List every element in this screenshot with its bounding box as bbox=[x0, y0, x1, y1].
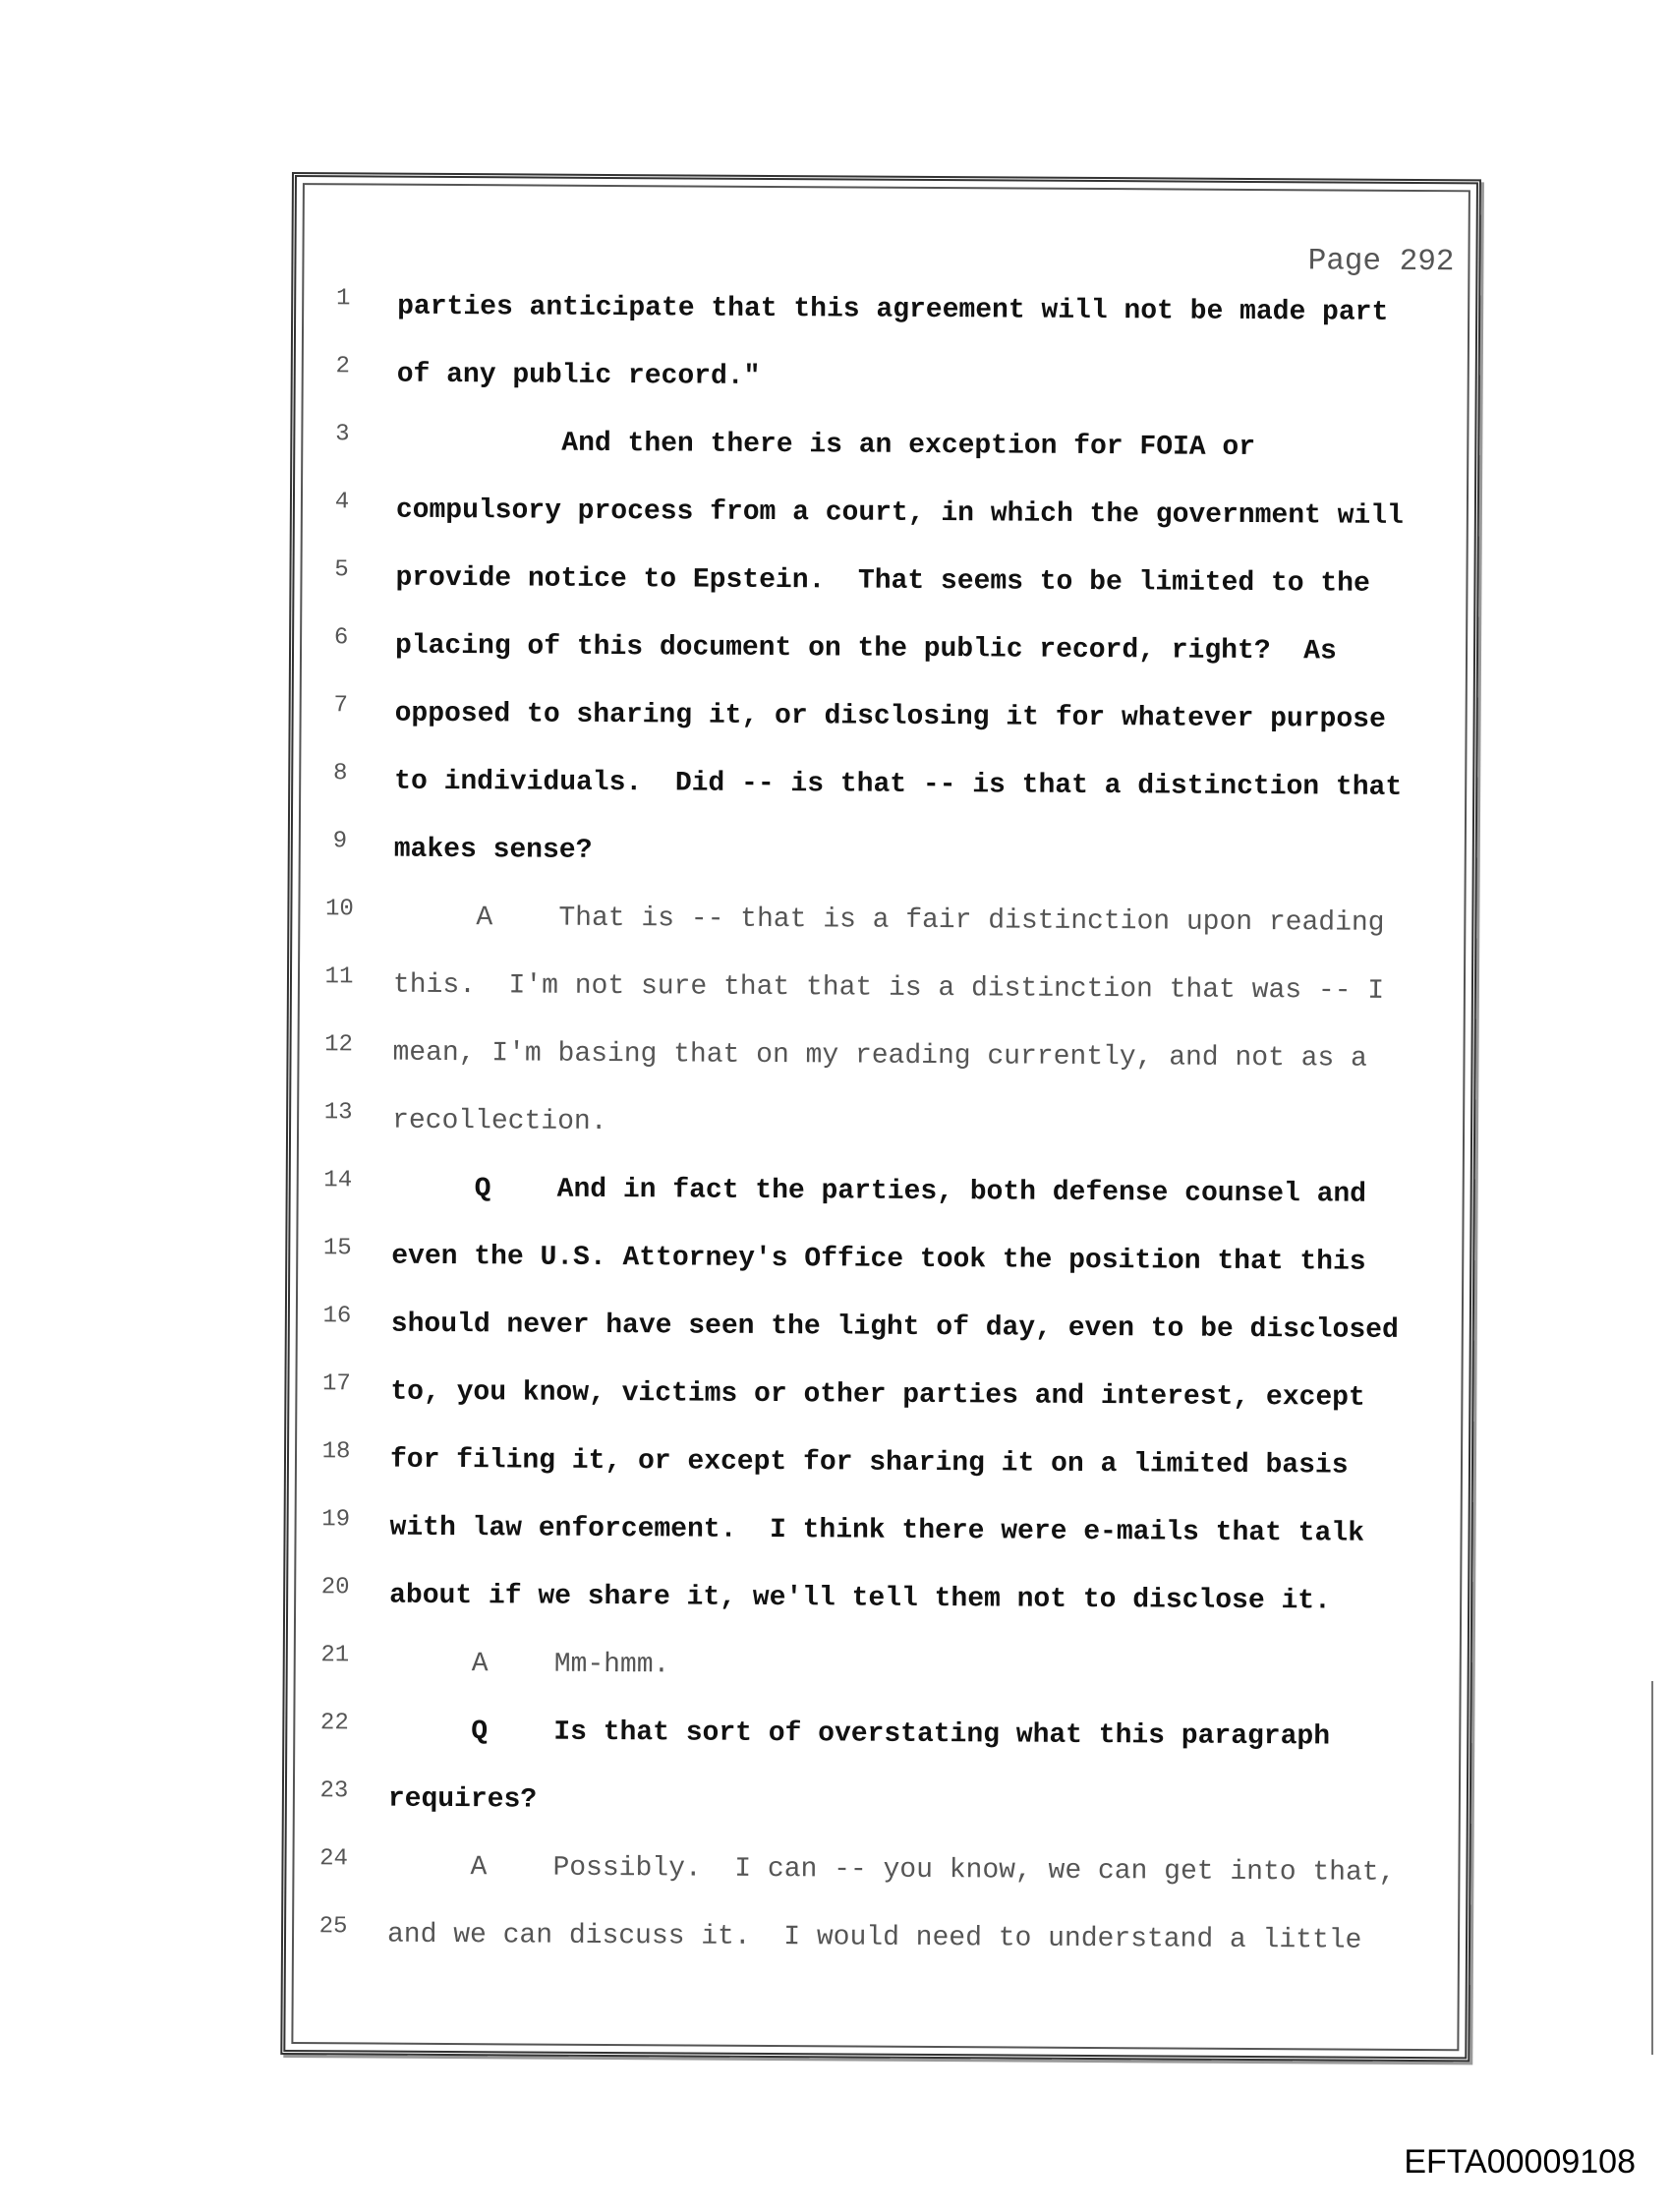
transcript-line bbox=[286, 1913, 1466, 1988]
line-text: with law enforcement. I think there were e-mails that talk bbox=[389, 1512, 1365, 1549]
line-number: 21 bbox=[320, 1642, 350, 1669]
transcript-line bbox=[287, 1710, 1467, 1784]
line-number: 11 bbox=[324, 963, 354, 991]
transcript-line bbox=[296, 285, 1475, 360]
transcript-page-frame bbox=[280, 172, 1481, 2062]
transcript-line bbox=[290, 1167, 1469, 1242]
transcript-line bbox=[289, 1438, 1469, 1513]
line-text: makes sense? bbox=[393, 834, 593, 866]
line-number: 22 bbox=[319, 1710, 349, 1737]
line-number: 9 bbox=[332, 828, 348, 855]
line-number: 16 bbox=[322, 1303, 352, 1330]
transcript-line bbox=[290, 1235, 1469, 1310]
line-text: And then there is an exception for FOIA or bbox=[396, 427, 1256, 463]
transcript-line bbox=[287, 1642, 1467, 1717]
line-text: A Mm-hmm. bbox=[388, 1648, 670, 1681]
line-number: 24 bbox=[319, 1845, 349, 1873]
line-number: 14 bbox=[323, 1167, 353, 1194]
transcript-line bbox=[293, 692, 1472, 767]
line-text: opposed to sharing it, or disclosing it for whatever purpose bbox=[394, 698, 1386, 735]
bates-stamp: EFTA00009108 bbox=[1404, 2143, 1636, 2181]
line-number: 3 bbox=[335, 421, 350, 448]
transcript-line bbox=[294, 624, 1473, 699]
line-number: 23 bbox=[319, 1777, 349, 1805]
line-text: Q Is that sort of overstating what this paragraph bbox=[388, 1716, 1331, 1753]
line-number: 2 bbox=[335, 353, 351, 380]
line-text: A That is -- that is a fair distinction upon reading bbox=[393, 902, 1385, 939]
line-number: 19 bbox=[321, 1506, 351, 1534]
line-number: 1 bbox=[335, 285, 351, 313]
page-number: Page 292 bbox=[1307, 244, 1455, 280]
line-text: to individuals. Did -- is that -- is that a distinction that bbox=[394, 766, 1403, 803]
line-text: this. I'm not sure that that is a distinction that was -- I bbox=[392, 969, 1385, 1007]
transcript-line bbox=[295, 489, 1474, 563]
line-text: provide notice to Epstein. That seems to be limited to the bbox=[395, 562, 1370, 600]
transcript-line bbox=[289, 1370, 1469, 1445]
line-number: 12 bbox=[324, 1031, 354, 1059]
transcript-line bbox=[294, 556, 1473, 631]
line-number: 6 bbox=[333, 624, 349, 652]
line-number: 15 bbox=[322, 1235, 352, 1262]
line-text: even the U.S. Attorney's Office took the position that this bbox=[391, 1241, 1366, 1278]
line-number: 7 bbox=[333, 692, 348, 720]
line-number: 18 bbox=[321, 1438, 351, 1466]
line-number: 17 bbox=[321, 1370, 351, 1398]
line-text: compulsory process from a court, in which the government will bbox=[395, 495, 1404, 532]
line-number: 4 bbox=[334, 489, 350, 516]
line-text: and we can discuss it. I would need to understand a little bbox=[386, 1919, 1362, 1956]
line-number: 8 bbox=[332, 760, 348, 787]
line-text: Q And in fact the parties, both defense counsel and bbox=[391, 1173, 1367, 1210]
line-text: parties anticipate that this agreement will not be made part bbox=[397, 291, 1389, 328]
transcript-line bbox=[295, 421, 1474, 495]
line-text: should never have seen the light of day, even to be disclosed bbox=[390, 1309, 1399, 1346]
transcript-line bbox=[295, 353, 1474, 428]
line-text: mean, I'm basing that on my reading currently, and not as a bbox=[392, 1037, 1367, 1075]
transcript-line bbox=[288, 1574, 1468, 1649]
scan-edge-line bbox=[1651, 1681, 1653, 2055]
line-number: 20 bbox=[320, 1574, 350, 1601]
line-text: of any public record." bbox=[396, 359, 761, 392]
transcript-line bbox=[293, 760, 1472, 835]
transcript-line bbox=[290, 1303, 1469, 1377]
transcript-line bbox=[293, 828, 1472, 902]
transcript-line bbox=[287, 1777, 1467, 1852]
line-number: 10 bbox=[324, 896, 354, 923]
transcript-line bbox=[288, 1506, 1468, 1581]
transcript-line bbox=[292, 963, 1471, 1038]
line-text: about if we share it, we'll tell them not to disclose it. bbox=[389, 1580, 1331, 1617]
transcript-line bbox=[291, 1099, 1470, 1174]
line-number: 5 bbox=[334, 556, 349, 584]
transcript-line bbox=[291, 1031, 1470, 1106]
line-text: A Possibly. I can -- you know, we can get into that, bbox=[387, 1851, 1396, 1889]
line-text: for filing it, or except for sharing it on a limited basis bbox=[389, 1444, 1349, 1482]
transcript-line bbox=[286, 1845, 1466, 1920]
line-number: 13 bbox=[323, 1099, 353, 1127]
line-number: 25 bbox=[318, 1913, 348, 1941]
line-text: placing of this document on the public record, right? As bbox=[394, 630, 1337, 668]
line-text: to, you know, victims or other parties and interest, except bbox=[390, 1376, 1365, 1414]
transcript-line bbox=[292, 896, 1471, 970]
line-text: requires? bbox=[387, 1783, 538, 1816]
line-text: recollection. bbox=[392, 1105, 607, 1137]
